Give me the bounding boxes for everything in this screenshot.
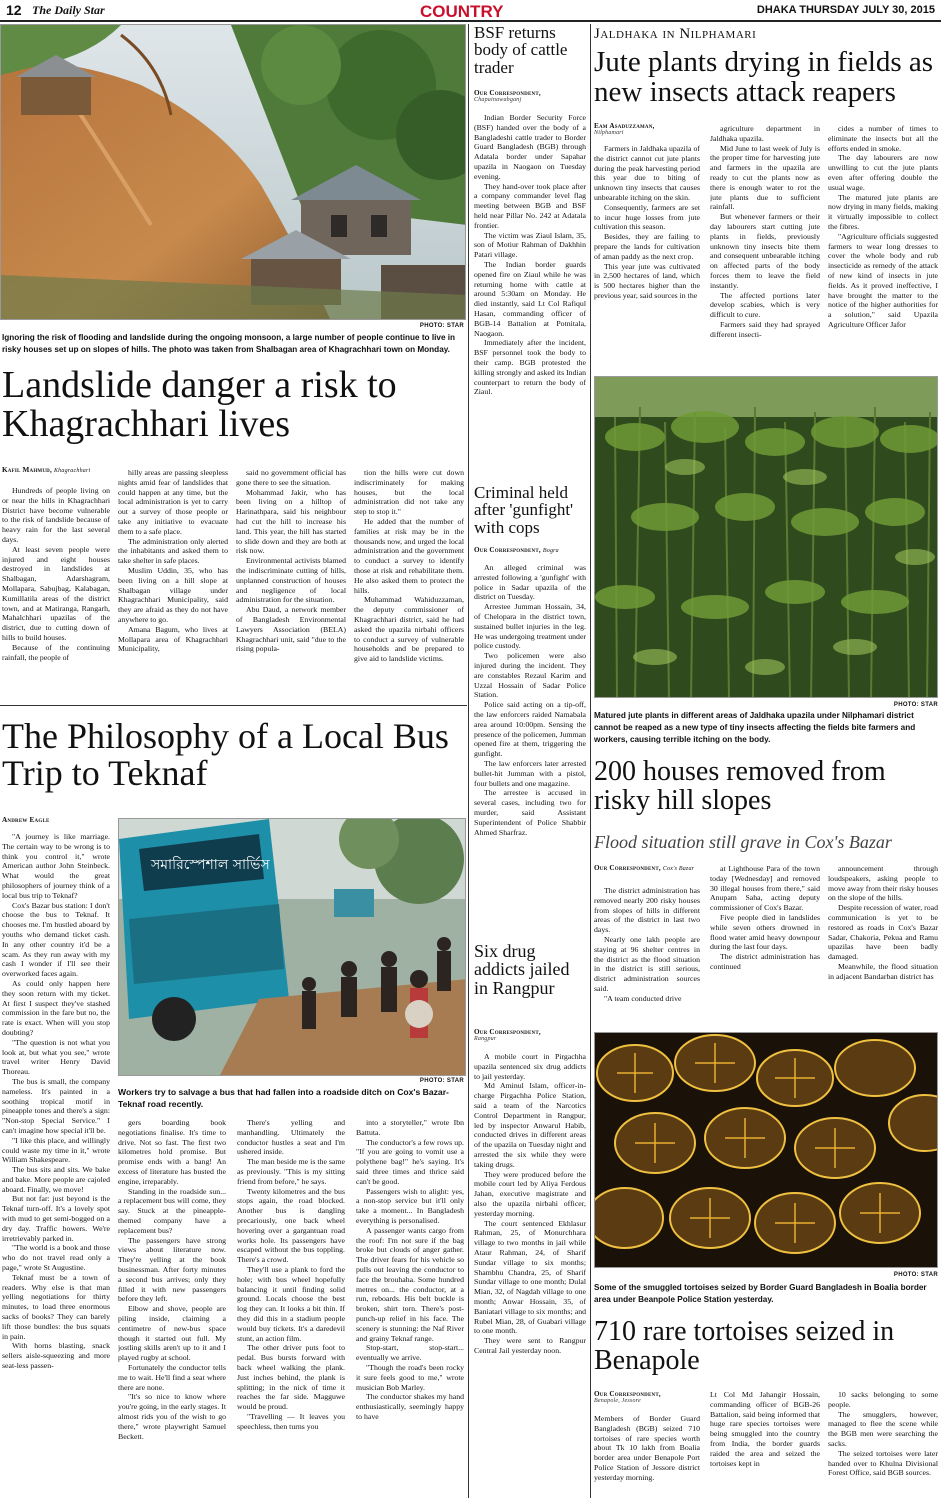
tortoise-caption: Some of the smuggled tortoises seized by Border Guard Bangladesh in Boalia border area under Beanpole Police Station yesterday. (594, 1283, 927, 1304)
column-rule (590, 24, 591, 1498)
drug-headline: Six drug addicts jailed in Rangpur (474, 941, 570, 998)
column-rule (468, 24, 469, 1498)
bus-col-1: "A journey is like marriage. The certain way to be wrong is to think you control it," wrote American author John Steinbeck. What would the great philosophers of journey think of a local bus trip to Teknaf? Cox's Bazar bus station: I don't choose the bus to Teknaf. It chooses me. I'm hustled aboard by youths who demand ticket cash. In any other country it'd be a scam. As they run away with my cash I wonder if I'll see their overworked faces again. As could only happen here they soon return with my ticket. At first I suspect they've stashed commission in the fare but no, the rate is exact. When will you stop doubting? "The question is not what you look at, but what you see," wrote travel writer Henry David Thoreau. The bus is small, the company nameless. It's painted in a soothing tropical motif in pineapple tones and there's a sign: "Non-stop Special Service." I can't imagine how special it'll be. "I like this place, and willingly could waste my time in it," wrote William Shakespeare. The bus sits and sits. We bake and bake. More people are cajoled aboard. Finally, we move! But not far: just beyond is the Teknaf turn-off. It's a lovely spot with mud to get semi-bogged on a dry day. Traffic howers. We're irretrievably parked in. "The world is a book and those who do not travel read only a page," wrote St Augustine. Teknaf must be a town of readers. Why else is that man yelling negotiations for thirty minutes, to load three enormous sacks of books? They can barely lift those bundles: the bus squats in pain. With horns blasting, snack sellers aisle-squeezing and more seat-less passen- (2, 832, 110, 1371)
section-title: COUNTRY (420, 2, 504, 21)
houses-byline: Our Correspondent, Cox's Bazar (594, 864, 695, 872)
landslide-photo (0, 24, 466, 320)
tortoise-col-2: Lt Col Md Jahangir Hossain, commanding officer of BGB-26 Battalion, said being informed that huge rare species tortoises were being smuggled into the country from India, the border guards raided the area and seized the tortoises kept in (710, 1390, 820, 1468)
bus-col-3: There's yelling and manhandling. Ultimately the conductor hustles a seat and I'm ushered inside. The man beside me is the same as previously. "This is my sitting friend from before," he says. Twenty kilometres and the bus stops again, the road blocked. Another bus is dangling precariously, one back wheel hovering over a gargantuan road works hole. Its passengers have escaped without the bus toppling. There's a crowd. They'll use a plank to ford the hole; with bus wheel hopefully balancing it until finding solid ground. Locals choose the best log they can. It looks a bit thin. If they did this in a stadium people would buy tickets. It's a daredevil stunt, an action film. The other driver puts foot to pedal. Bus bursts forward with back wheel walking the plank. Just inches behind, the plank is splitting; in the nick of time it reaches the far side. Magguwe would be proud. "Travelling — It leaves you speechless, then turns you (237, 1118, 345, 1431)
landslide-byline: Kafil Mahmud, Khagrachhari (2, 466, 91, 474)
tortoise-photo (594, 1032, 938, 1268)
photo-credit: PHOTO: STAR (419, 323, 464, 329)
criminal-byline: Our Correspondent, Bogra (474, 546, 559, 554)
jute-kicker: Jaldhaka in Nilphamari (594, 26, 757, 42)
drug-byline: Our Correspondent, Rangpur (474, 1028, 541, 1042)
bus-sign: সমারিস্পেশাল সার্ভিস (151, 857, 270, 873)
tortoise-col-3: 10 sacks belonging to some people. The smugglers, however, managed to flee the scene while the BGB men were searching the sacks. The seized tortoises were later handed over to Khulna Divisional Forest Office, said BGB sources. (828, 1390, 938, 1478)
tortoise-col-1: Members of Border Guard Bangladesh (BGB) seized 710 tortoises of rare species worth about Tk 10 lakh from Boalia border area under Benapole Port Police Station of Jessore district yesterday morning. (594, 1414, 700, 1482)
landslide-col-2: hilly areas are passing sleepless nights amid fear of landslides that could happen at any time, but the local administration is yet to carry out a survey of those people or take any initiative to evacuate them to a safe place. The administration only alerted the inhabitants and asked them to take shelter in safe places. Muslim Uddin, 35, who has been living on a hill slope at Shalbagan village under Khagrachhari Municipality, said they are afraid as they do not have anywhere to go. Amana Bagum, who lives at Mollapara area of Khagrachhari Municipality, (118, 468, 228, 654)
bus-col-2: gers boarding book negotiations finalise. It's time to drive. Not so fast. The first two kilometres hold promise. But promise ends with a bang! An excess of literature has busted the engine, irreparably. Standing in the roadside sun... a replacement bus will come, they say. Stuck at the pineapple-themed company have a replacement bus? The passengers have strong views about literature now. They're yelling at the book businessman. After forty minutes a second bus arrives; only they filled it with new passengers before they left. Elbow and shove, people are piling inside, claiming a centimetre of new-bus space though it started out full. My jostling skills aren't up to it and I played rugby at school. Fortunately the conductor tells me to wait. He'll find a seat where there are none. "It's so nice to know where you're going, in the early stages. It almost rids you of the wish to go there," wrote playwright Samuel Beckett. (118, 1118, 226, 1441)
jute-byline: Eam Asaduzzaman, Nilphamari (594, 122, 655, 136)
tortoise-byline: Our Correspondent, Benapole, Jessore (594, 1390, 661, 1404)
masthead-logo: The Daily Star (32, 3, 105, 17)
houses-col-2: at Lighthouse Para of the town today [Wednesday] and removed 30 illegal houses from there," said Anupam Saha, acting deputy commissioner of Cox's Bazar. Five people died in landslides while seven others drowned in flood water amid heavy downpour during the last four days. The district administration has continued (710, 864, 820, 971)
bus-col-4: into a storyteller," wrote Ibn Battuta. The conductor's a few rows up. "If you are going to vomit use a polythene bag!" he's saying. It's said three times and thrice said can't be good. Passengers wish to alight: yes, a non-stop service but it'll only take a moment... In Bangladesh everything is personalised. A passenger wants cargo from the roof: I'm not sure if the bag broke but clouds of anger gather. The driver fears for his vehicle so pulls out leaving the conductor to face the brouhaha. Some hundred metres on... the conductor, at a run, reboards. His belt buckle is broken, shirt torn. There's post-punch-up relief in his face. The scenery is stunning: the Naf River and grainy Teknaf range. Stop-start, stop-start... eventually we arrive. "Though the road's been rocky it sure feels good to me," wrote musician Bob Marley. The conductor shakes my hand enthusiastically, seemingly happy to have (356, 1118, 464, 1421)
jute-headline: Jute plants drying in fields as new insects attack reapers (594, 46, 934, 108)
photo-credit: PHOTO: STAR (419, 1078, 464, 1084)
tortoise-headline: 710 rare tortoises seized in Benapole (594, 1316, 895, 1376)
bus-photo (118, 818, 466, 1076)
houses-col-3: announcement through loudspeakers, asking people to move away from their risky houses on the slope of the hills. Despite recession of water, road communication is yet to be restored as roads in Cox's Bazar Sadar, Chakoria, Pekua and Ramu upazilas have been badly damaged. Meanwhile, the flood situation in adjacent Bandarban district has (828, 864, 938, 981)
drug-body: A mobile court in Pirgachha upazila sentenced six drug addicts to jail yesterday. Md Aminul Islam, officer-in-charge Pirgachha Police Station, said a team of the Narcotics Control Department in Rangpur, led by inspector Anwarul Habib, conducted drives in different areas of the upazila on Tuesday night and arrested the six while they were taking drugs. They were produced before the mobile court led by Aliya Ferdous Jahan, executive magistrate and also the upazila nirbahi officer, yesterday morning. The court sentenced Ekhlasur Rahman, 25, of Monurchhara village to two months in jail while Ataur Rahman, 24, of Sharif Sundar village to six months; Shambhu Chandra, 25, of Sharif Sundar village to one month; Dulal Mian, 32, of Nagdah village to one month; Anwar Hossain, 35, of Baniatari village to six months; and Rubel Mian, 28, of Guabari village to one month. They were sent to Rangpur Central Jail yesterday noon. (474, 1052, 586, 1355)
photo-credit: PHOTO: STAR (893, 702, 938, 708)
bsf-body: Indian Border Security Force (BSF) handed over the body of a Bangladeshi cattle trader to Border Guard Bangladesh (BGB) through Adatala border under Sapahar upazila in Naogaon on Tuesday evening. They hand-over took place after a company commander level flag meeting between BGB and BSF held near Pillar No. 242 at Adatala frontier. The victim was Ziaul Islam, 35, son of Motiur Rahman of Dakhhin Patari village. The Indian border guards opened fire on Ziaul while he was returning home with cattle at around 5:30am on Monday. He died instantly, said Lt Col Rafiqul Hasan, commanding officer of BGB-14 Battalion at Potnitala, Naogaon. Immediately after the incident, BSF personnel took the body to their camp. BGB protested the killing strongly and asked its Indian counterpart to return the body of Ziaul. (474, 113, 586, 397)
jute-caption: Matured jute plants in different areas of Jaldhaka upazila under Nilphamari district cannot be reaped as a new type of tiny insects affecting the fields bite farmers and workers, causing terrible itching on the body. (594, 711, 916, 744)
houses-headline: 200 houses removed from risky hill slopes (594, 756, 886, 816)
jute-col-2: agriculture department in Jaldhaka upazila. Mid June to last week of July is the proper time for harvesting jute and farmers in the upazila are ready to cut the plants now as there is enough water to rot the jute plants due to sufficient rainfall. But whenever farmers or their day labourers start cutting jute plants in fields, previously unknown tiny insects bite them and consequent unbearable itching on affected parts of the body forces them to leave the field instantly. The affected portions later develop scabies, which is very difficult to cure. Farmers said they had sprayed different insecti- (710, 124, 820, 339)
criminal-body: An alleged criminal was arrested following a 'gunfight' with police in Sadar upazila of the district on Tuesday. Arrestee Jumman Hossain, 34, of Chelopara in the district town, sustained bullet injuries in the leg. He was undergoing treatment under police custody. Two policemen were also injured during the incident. They are constables Rezaul Karim and Uzzal Hossain of Sadar Police Station. Police said acting on a tip-off, the law enforcers raided Namabala area around 10:00pm. Sensing the presence of the policemen, Jumman opened fire at them, triggering the gunfight. The law enforcers later arrested bullet-hit Jumman with a pistol, four bullets and one magazine. The arrestee is accused in several cases, including two for murder, said Assistant Superintendent of Police Shabbir Ahmed Sharfraz. (474, 563, 586, 837)
section-divider (0, 705, 467, 706)
bus-byline: Andrew Eagle (2, 816, 50, 824)
page-number: 12 (6, 2, 22, 18)
jute-photo (594, 376, 938, 698)
bus-headline: The Philosophy of a Local Bus Trip to Teknaf (2, 716, 449, 793)
bsf-headline: BSF returns body of cattle trader (474, 23, 568, 77)
bus-caption: Workers try to salvage a bus that had fallen into a roadside ditch on Cox's Bazar-Teknaf road recently. (118, 1087, 449, 1109)
bsf-byline: Our Correspondent, Chapainawabganj (474, 89, 541, 103)
dateline: DHAKA THURSDAY JULY 30, 2015 (756, 4, 935, 16)
landslide-headline: Landslide danger a risk to Khagrachhari lives (2, 364, 397, 445)
photo-credit: PHOTO: STAR (893, 1272, 938, 1278)
criminal-headline: Criminal held after 'gunfight' with cops (474, 483, 574, 537)
houses-col-1: The district administration has removed nearly 200 risky houses from slopes of hills in different areas of the district in last two days. Nearly one lakh people are staying at 96 shelter centres in the district as the flood situation in the district is still serious, district administration sources said. "A team conducted drive (594, 886, 700, 1003)
jute-col-3: cides a number of times to eliminate the insects but all the efforts ended in smoke. The day labourers are now unwilling to cut the jute plants even after offering double the usual wage. The matured jute plants are now drying in many fields, making it virtually impossible to collect the fibres. "Agriculture officials suggested farmers to wear long dresses to cover the whole body and rub insecticide as remedy of the attack of new kind of insects in jute fields. As it proved ineffective, I have brought the matter to the notice of the higher authorities for a solution," said Upazila Agriculture Officer Jafor (828, 124, 938, 329)
page-header (0, 0, 941, 22)
houses-subhead: Flood situation still grave in Cox's Bazar (594, 832, 892, 852)
landslide-col-1: Hundreds of people living on or near the hills in Khagrachhari District have become vulnerable to the risk of landslide because of heavy rain for the last several days. At least seven people were injured and eight houses destroyed in landslides at Shalbagan, Adarshagram, Mollapara, Sabujbag, Kalabagan, Kumillatila areas of the district town, and at Matiranga, Rangarh, Mahalchhari upazilas of the district, due to cutting down of hills to build houses. Because of the continuing rainfall, the people of (2, 486, 110, 662)
landslide-col-4: tion the hills were cut down indiscriminately for making houses, but the local administration did not take any step to stop it." He added that the number of families at risk may be in the thousands now, and urged the local administration and the government to conduct a survey to identify those at risk and rehabilitate them. He also asked them to protect the hills. Muhammad Wahiduzzaman, the deputy commissioner of Khagrachhari district, said he had asked the upazila nirbahi officers to conduct a survey of vulnerable households and be prepared to give aid to landslide victims. (354, 468, 464, 664)
jute-col-1: Farmers in Jaldhaka upazila of the district cannot cut jute plants during the peak harvesting period this year due to biting of unknown tiny insects that causes unbearable itching on the skin. Consequently, farmers are set to incur huge losses from jute cultivation this season. Besides, they are failing to prepare the lands for cultivation of aman paddy as the next crop. This year jute was cultivated in 2,500 hectares of land, which is 500 hectares higher than the previous year, said sources in the (594, 144, 700, 300)
landslide-col-3: said no government official has gone there to see the situation. Mohammad Jakir, who has been living on a hilltop of Harinathpara, said his neighbour had cut the hill to increase his land. This year, the hill has started to slide down and they are both at risk now. Environmental activists blamed the indiscriminate cutting of hills, unplanned construction of houses and negligence of local administration for the situation. Abu Daud, a network member of Bangladesh Environmental Lawyers Association (BELA) Khagrachhari unit, said "due to the rising popula- (236, 468, 346, 654)
landslide-caption: Ignoring the risk of flooding and landslide during the ongoing monsoon, a large number of people continue to live in risky houses set up on slopes of hills. The photo was taken from Shalbagan area of Khagrachhari town on Monday. (2, 333, 456, 354)
